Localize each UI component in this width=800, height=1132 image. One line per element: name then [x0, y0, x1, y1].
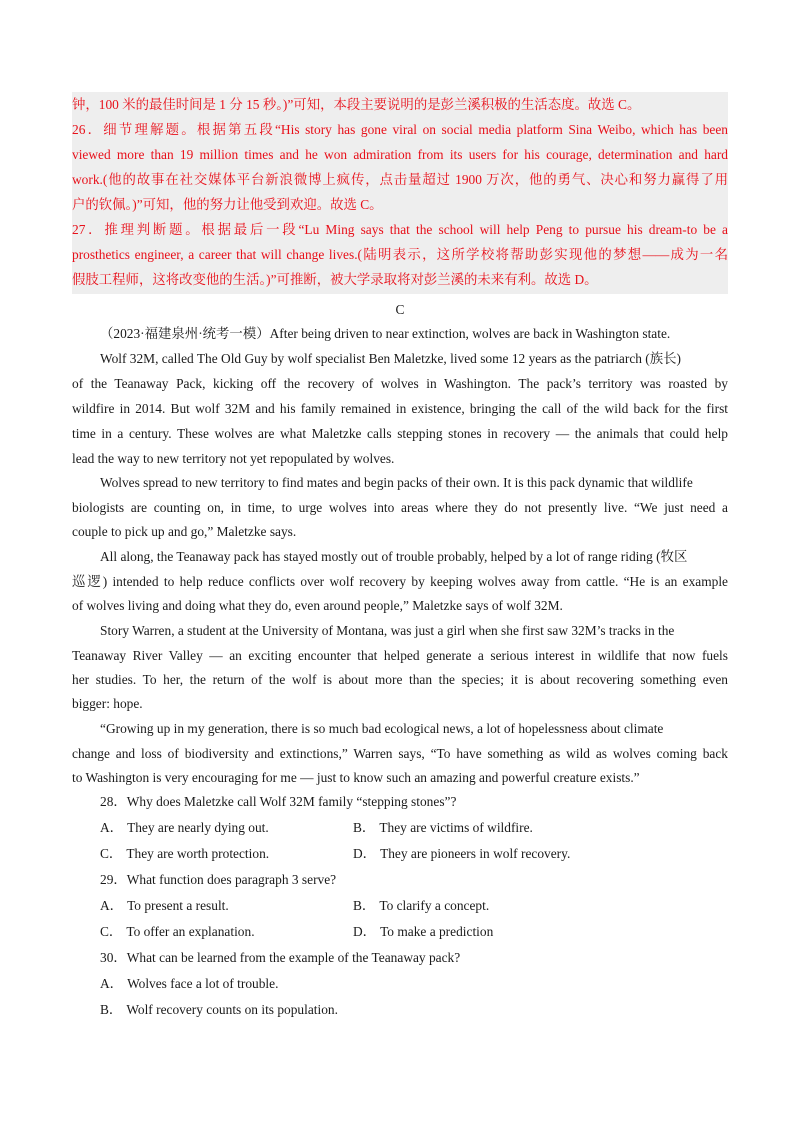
option-label: A． [100, 898, 124, 913]
passage-line: Story Warren, a student at the University of Montana, was just a girl when she first saw 32M’s tracks in the [100, 623, 675, 638]
passage-line: lead the way to new territory not yet repopulated by wolves. [72, 451, 395, 466]
option-text: Wolves face a lot of trouble. [127, 976, 279, 991]
answer-line: 26．细节理解题。根据第五段“His story has gone viral on social media platform Sina Weibo, which has been [72, 122, 728, 137]
passage-line: wildfire in 2014. But wolf 32M and his family remained in existence, bringing the call of the wild back for the first [72, 401, 728, 416]
passage-line: All along, the Teanaway pack has stayed mostly out of trouble probably, helped by a lot of range riding (牧区 [100, 549, 688, 564]
option-text: To offer an explanation. [126, 924, 255, 939]
answer-option[interactable] [353, 842, 570, 866]
passage-line: Wolves spread to new territory to find mates and begin packs of their own. It is this pack dynamic that wildlife [100, 475, 693, 490]
option-text: They are nearly dying out. [127, 820, 269, 835]
passage-intro: （2023·福建泉州·统考一模）After being driven to near extinction, wolves are back in Washington state. [100, 326, 671, 341]
question-stem: 29．What function does paragraph 3 serve? [100, 872, 337, 887]
question-stem: 30．What can be learned from the example of the Teanaway pack? [100, 950, 461, 965]
option-text: They are pioneers in wolf recovery. [380, 846, 571, 861]
answer-option[interactable] [100, 894, 229, 918]
section-heading: C [395, 302, 405, 317]
option-label: A． [100, 820, 124, 835]
option-text: They are worth protection. [126, 846, 270, 861]
option-label: B． [353, 820, 376, 835]
option-label: D． [353, 846, 377, 861]
answer-option[interactable] [353, 920, 493, 944]
passage-line: of wolves living and doing what they do, even around people,” Maletzke says of wolf 32M. [72, 598, 563, 613]
answer-line: viewed more than 19 million times and he won admiration from its users for his courage, determination and hard [72, 147, 728, 162]
answer-option[interactable] [353, 816, 533, 840]
passage-line: biologists are counting on, in time, to urge wolves into areas where they do not presently live. “We just need a [72, 500, 728, 515]
option-text: To present a result. [127, 898, 229, 913]
answer-option[interactable] [100, 816, 269, 840]
option-label: C． [100, 846, 123, 861]
option-text: To clarify a concept. [379, 898, 490, 913]
option-label: A． [100, 976, 124, 991]
answer-line: work.(他的故事在社交媒体平台新浪微博上疯传，点击量超过 1900 万次，他的勇气、决心和努力赢得了用 [72, 172, 728, 187]
answer-option[interactable] [100, 972, 278, 996]
answer-option[interactable] [100, 920, 255, 944]
option-text: To make a prediction [380, 924, 494, 939]
option-text: Wolf recovery counts on its population. [126, 1002, 338, 1017]
passage-line: of the Teanaway Pack, kicking off the recovery of wolves in Washington. The pack’s territory was roasted by [72, 376, 728, 391]
option-label: C． [100, 924, 123, 939]
answer-line: 户的钦佩。)”可知，他的努力让他受到欢迎。故选 C。 [72, 197, 383, 212]
answer-explanation-block [72, 92, 728, 294]
answer-line: prosthetics engineer, a career that will change lives.(陆明表示，这所学校将帮助彭实现他的梦想——成为一名 [72, 247, 728, 262]
answer-option[interactable] [353, 894, 489, 918]
passage-line: couple to pick up and go,” Maletzke says. [72, 524, 297, 539]
passage-line: bigger: hope. [72, 696, 143, 711]
passage-line: “Growing up in my generation, there is so much bad ecological news, a lot of hopelessness about climate [100, 721, 664, 736]
option-label: B． [100, 1002, 123, 1017]
answer-option[interactable] [100, 998, 338, 1022]
question-stem: 28．Why does Maletzke call Wolf 32M family “stepping stones”? [100, 794, 457, 809]
option-label: D． [353, 924, 377, 939]
passage-line: time in a century. These wolves are what Maletzke calls stepping stones in recovery — the animals that could help [72, 426, 728, 441]
answer-line: 27．推理判断题。根据最后一段“Lu Ming says that the school will help Peng to pursue his dream-to be a [72, 222, 728, 237]
passage-line: to Washington is very encouraging for me — just to know such an amazing and powerful creature exists.” [72, 770, 640, 785]
option-label: B． [353, 898, 376, 913]
passage-line: her studies. To her, the return of the wolf is about more than the species; it is about recovering something even [72, 672, 728, 687]
answer-option[interactable] [100, 842, 269, 866]
passage-line: Wolf 32M, called The Old Guy by wolf specialist Ben Maletzke, lived some 12 years as the patriarch (族长) [100, 351, 682, 366]
option-text: They are victims of wildfire. [379, 820, 533, 835]
passage-line: 巡逻) intended to help reduce conflicts over wolf recovery by keeping wolves away from cattle. “He is an example [72, 574, 728, 589]
passage-line: change and loss of biodiversity and extinctions,” Warren says, “To have something as wild as wolves coming back [72, 746, 728, 761]
passage-line: Teanaway River Valley — an exciting encounter that helped generate a serious interest in wildlife that now fuels [72, 648, 728, 663]
answer-line: 钟，100 米的最佳时间是 1 分 15 秒。)”可知，本段主要说明的是彭兰溪积极的生活态度。故选 C。 [72, 97, 641, 112]
answer-line: 假肢工程师，这将改变他的生活。)”可推断，被大学录取将对彭兰溪的未来有利。故选 D。 [72, 272, 598, 287]
